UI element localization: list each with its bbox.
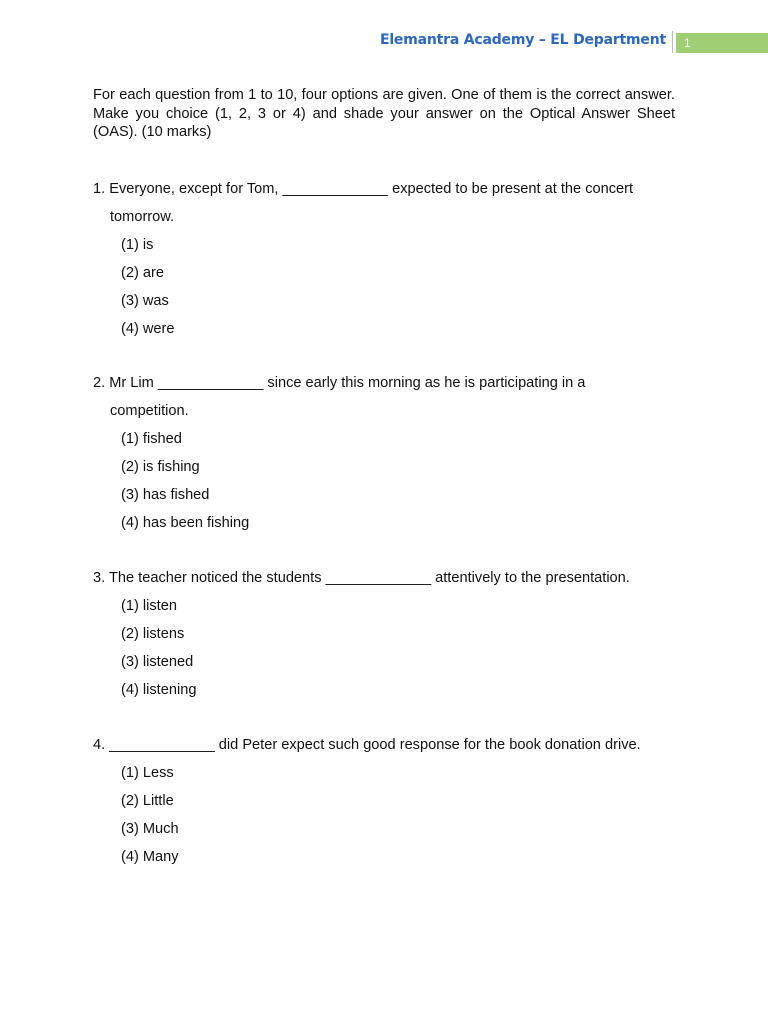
question-4-option-1: (1) Less <box>121 765 174 781</box>
question-1-stem: 1. Everyone, except for Tom, _____________ expected to be present at the concert <box>93 181 634 197</box>
header-divider <box>672 31 673 53</box>
question-1-option-3: (3) was <box>121 293 169 309</box>
page-number-badge: 1 <box>676 33 768 53</box>
question-2-option-2: (2) is fishing <box>121 459 200 475</box>
question-4-option-2: (2) Little <box>121 793 174 809</box>
question-3-option-3: (3) listened <box>121 654 194 670</box>
question-1-option-2: (2) are <box>121 265 164 281</box>
question-1-stem-continued: tomorrow. <box>110 209 175 225</box>
question-4-option-4: (4) Many <box>121 849 179 865</box>
question-2-stem-continued: competition. <box>110 403 189 419</box>
header-title: Elemantra Academy – EL Department <box>379 32 666 48</box>
question-1 <box>93 180 693 348</box>
question-2 <box>93 374 693 542</box>
question-1-option-4: (4) were <box>121 321 175 337</box>
question-3-option-4: (4) listening <box>121 682 197 698</box>
question-3-option-2: (2) listens <box>121 626 185 642</box>
question-2-option-4: (4) has been fishing <box>121 515 250 531</box>
question-4 <box>93 736 693 876</box>
question-2-option-3: (3) has fished <box>121 487 210 503</box>
instructions-paragraph: For each question from 1 to 10, four options are given. One of them is the correct answer. Make you choice (1, 2, 3 or 4) and shade your answer on the Optical Answer Sheet (OAS). (10 marks) <box>93 87 675 140</box>
question-3-stem: 3. The teacher noticed the students _____________ attentively to the presentation. <box>93 570 630 586</box>
question-1-option-1: (1) is <box>121 237 154 253</box>
question-3 <box>93 569 693 709</box>
question-4-option-3: (3) Much <box>121 821 179 837</box>
question-2-stem: 2. Mr Lim _____________ since early this morning as he is participating in a <box>93 375 586 391</box>
page-header <box>0 30 768 56</box>
question-4-stem: 4. _____________ did Peter expect such good response for the book donation drive. <box>93 737 641 753</box>
question-3-option-1: (1) listen <box>121 598 177 614</box>
question-2-option-1: (1) fished <box>121 431 182 447</box>
